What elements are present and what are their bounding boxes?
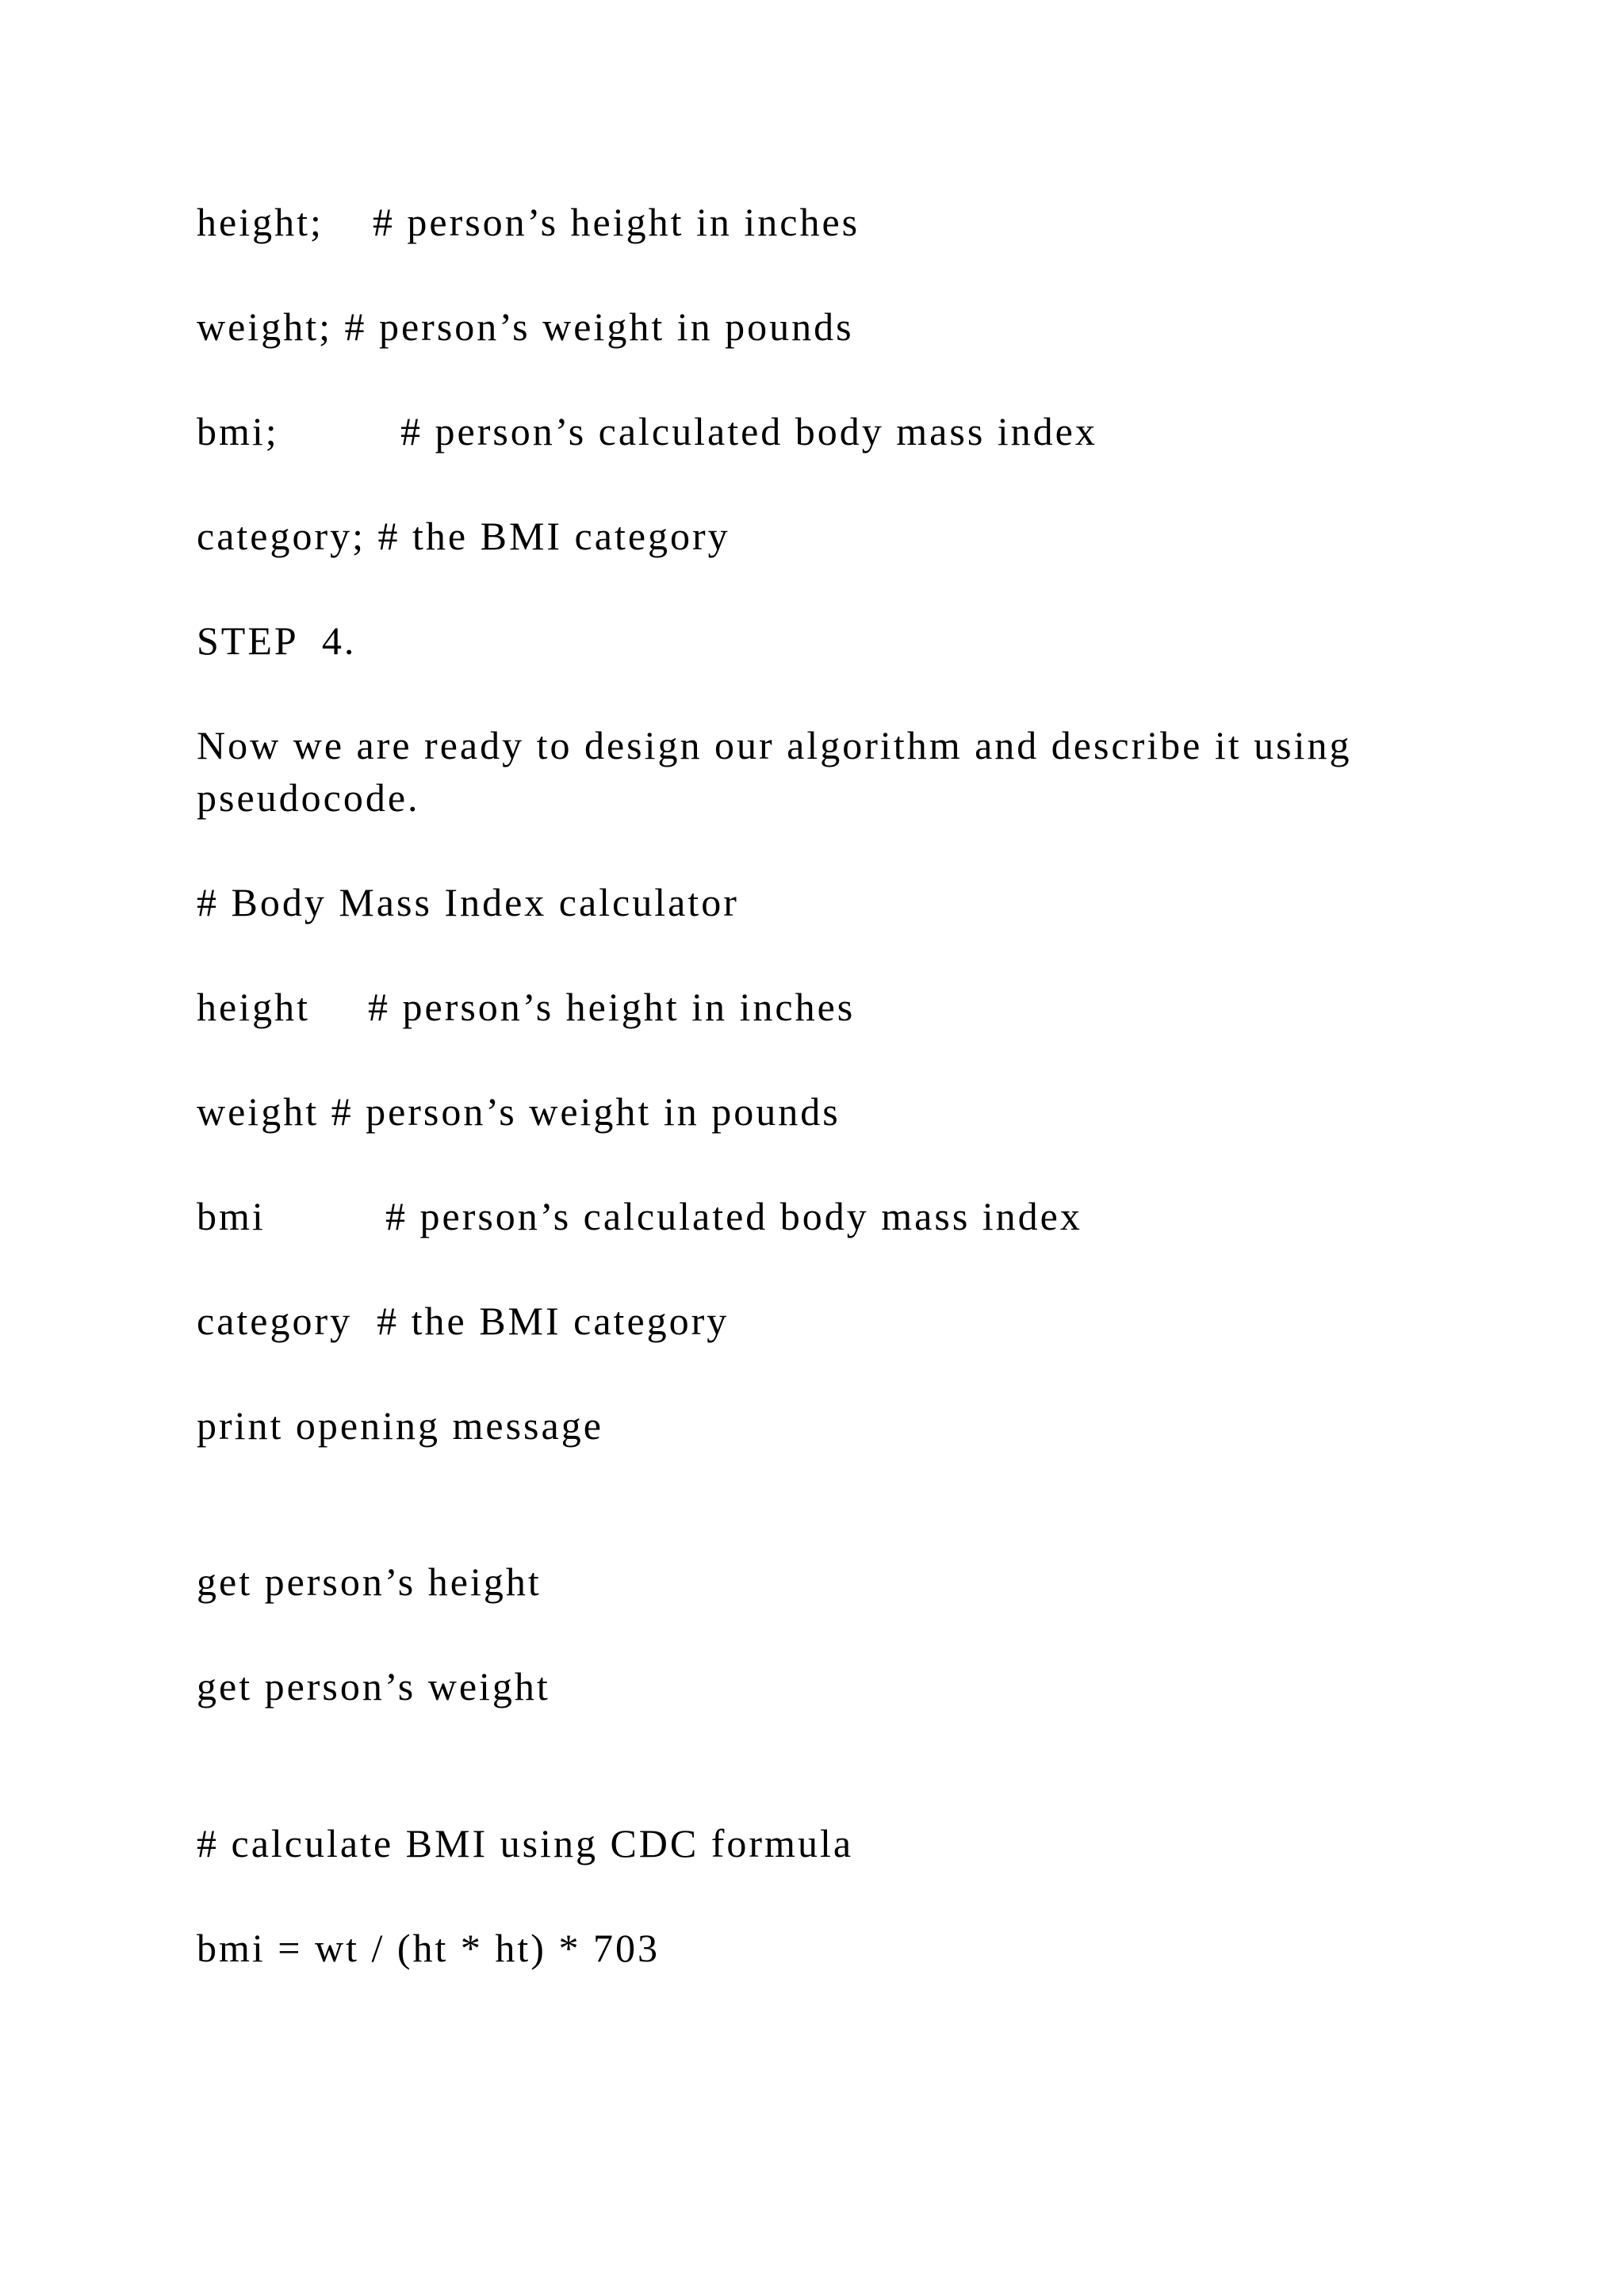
decl1-height-line xyxy=(197,196,860,248)
decl2-height-comment: # person’s height in inches xyxy=(368,985,856,1029)
decl1-height-comment: # person’s height in inches xyxy=(372,200,860,244)
get-height-line: get person’s height xyxy=(197,1559,542,1604)
decl1-category-line xyxy=(197,510,730,562)
decl2-height-line xyxy=(197,981,856,1033)
decl2-category-comment: # the BMI category xyxy=(377,1299,730,1343)
decl2-weight-code: weight xyxy=(197,1089,320,1134)
decl1-height-code: height; xyxy=(197,200,324,244)
decl1-bmi-line xyxy=(197,405,1097,457)
decl2-weight-line xyxy=(197,1085,841,1138)
decl1-weight-code: weight; xyxy=(197,304,332,349)
get-weight-line: get person’s weight xyxy=(197,1664,550,1709)
decl2-height-code: height xyxy=(197,985,310,1029)
decl1-category-code: category; xyxy=(197,514,366,558)
intro-paragraph: Now we are ready to design our algorithm and describe it using pseudocode. xyxy=(197,723,1352,820)
decl2-weight-comment: # person’s weight in pounds xyxy=(331,1089,841,1134)
pseudocode-title: # Body Mass Index calculator xyxy=(197,880,739,924)
decl1-bmi-comment: # person’s calculated body mass index xyxy=(400,409,1097,453)
decl2-category-line xyxy=(197,1295,729,1347)
decl2-bmi-comment: # person’s calculated body mass index xyxy=(385,1194,1082,1238)
step-heading: STEP 4. xyxy=(197,618,357,663)
decl2-category-code: category xyxy=(197,1299,353,1343)
decl1-weight-line xyxy=(197,300,854,353)
decl1-bmi-code: bmi; xyxy=(197,409,279,453)
formula-line: bmi = wt / (ht * ht) * 703 xyxy=(197,1926,660,1970)
print-opening-line: print opening message xyxy=(197,1403,603,1448)
decl2-bmi-line xyxy=(197,1190,1082,1242)
decl2-bmi-code: bmi xyxy=(197,1194,266,1238)
calc-comment-line: # calculate BMI using CDC formula xyxy=(197,1821,854,1866)
decl1-weight-comment: # person’s weight in pounds xyxy=(344,304,854,349)
decl1-category-comment: # the BMI category xyxy=(377,514,730,558)
